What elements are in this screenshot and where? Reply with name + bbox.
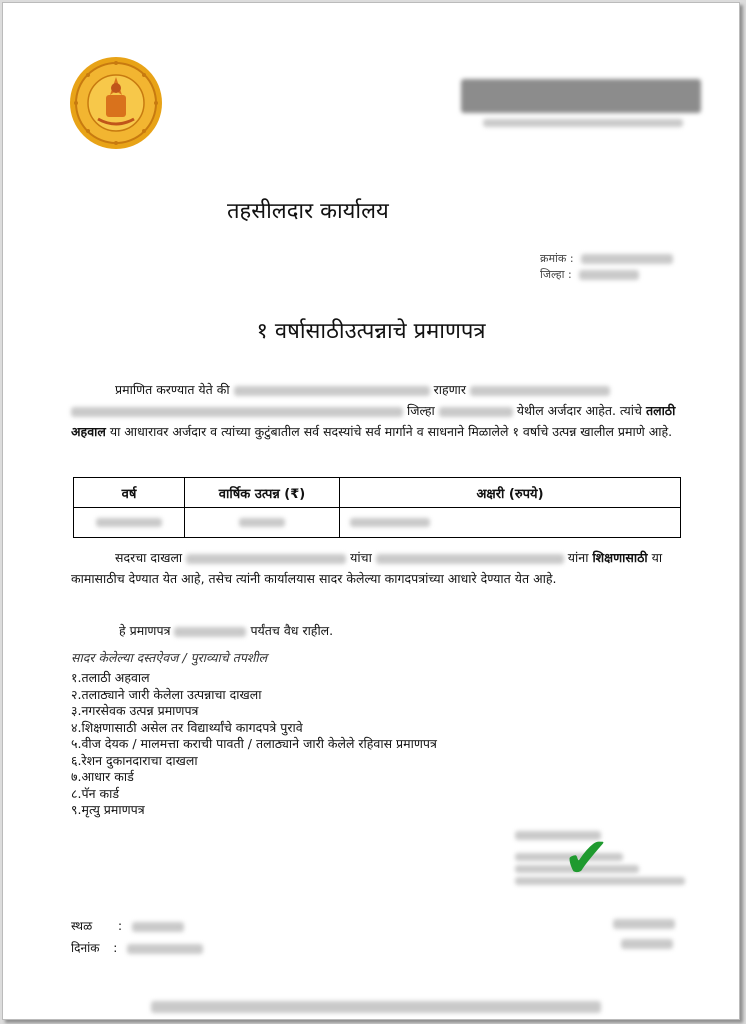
- ref-number-row: [540, 251, 673, 266]
- certificate-page: [2, 2, 740, 1020]
- validity-date-redacted: [174, 627, 246, 637]
- validity-paragraph: [71, 620, 681, 641]
- column-header-annual-income: वार्षिक उत्पन्न (₹): [185, 478, 340, 508]
- list-item: ५.वीज देयक / मालमत्ता कराची पावती / तलाठ्याने जारी केलेले रहिवास प्रमाणपत्र: [71, 736, 437, 751]
- place-label: स्थळ: [71, 919, 93, 933]
- district-name-redacted: [439, 407, 513, 417]
- office-title: तहसीलदार कार्यालय: [227, 199, 389, 224]
- documents-list: [71, 670, 437, 819]
- district-redacted: [579, 270, 639, 280]
- column-header-year: वर्ष: [74, 478, 185, 508]
- para1-residing: राहणार: [433, 382, 466, 397]
- list-item: ४.शिक्षणासाठी असेल तर विद्यार्थ्यांचे कागदपत्रे पुरावे: [71, 719, 303, 735]
- place-separator: :: [118, 919, 123, 933]
- purpose-paragraph: [71, 547, 681, 589]
- para2-intro: सदरचा दाखला: [115, 550, 183, 565]
- list-item: ६.रेशन दुकानदाराचा दाखला: [71, 752, 198, 768]
- income-cell-redacted: [185, 508, 340, 538]
- para3-intro: हे प्रमाणपत्र: [119, 623, 171, 638]
- certification-paragraph: [71, 379, 681, 442]
- place-value-redacted: [132, 922, 184, 932]
- table-header-row: [74, 478, 681, 508]
- table-row: [74, 508, 681, 538]
- purpose-bold: शिक्षणासाठी: [592, 550, 648, 565]
- officer-designation-redacted: [613, 919, 675, 929]
- para1-district: जिल्हा: [406, 403, 435, 418]
- district-label: जिल्हा :: [540, 268, 572, 281]
- date-separator: :: [113, 941, 118, 955]
- applicant-name-redacted-2: [186, 554, 346, 564]
- talathi-report-bold: तलाठी अहवाल: [71, 403, 676, 439]
- list-item: १.तलाठी अहवाल: [71, 670, 150, 685]
- para2-statement: या कामासाठीच देण्यात येत आहे, तसेच त्यांनी कार्यालयास सादर केलेल्या कागदपत्रांच्या आधारे देण्यात येत आहे.: [71, 550, 663, 586]
- column-header-in-words: अक्षरी (रुपये): [340, 478, 681, 508]
- list-item: ९.मृत्यु प्रमाणपत्र: [71, 802, 145, 817]
- list-item: ७.आधार कार्ड: [71, 769, 134, 784]
- place-row: [71, 917, 184, 934]
- income-table: [73, 477, 681, 538]
- date-label: दिनांक: [71, 941, 100, 955]
- list-item: २.तलाठ्याने जारी केलेला उत्पन्नाचा दाखला: [71, 686, 262, 702]
- beneficiary-name-redacted: [376, 554, 564, 564]
- date-row: [71, 939, 203, 956]
- ref-number-redacted: [581, 254, 673, 264]
- certificate-title: १ वर्षासाठीउत्पन्नाचे प्रमाणपत्र: [256, 319, 486, 344]
- date-value-redacted: [127, 944, 203, 954]
- barcode-caption-redacted: [483, 119, 683, 127]
- address-redacted-1: [470, 386, 610, 396]
- year-cell-redacted: [74, 508, 185, 538]
- officer-office-redacted: [621, 939, 673, 949]
- barcode-redacted: [461, 79, 701, 113]
- list-item: ८.पॅन कार्ड: [71, 785, 120, 801]
- list-item: ३.नगरसेवक उत्पन्न प्रमाणपत्र: [71, 703, 199, 718]
- applicant-name-redacted: [234, 386, 430, 396]
- para1-income-statement: या आधारावर अर्जदार व त्यांच्या कुटुंबातील सर्व सदस्यांचे सर्व मार्गाने व साधनाने मिळालेले १ वर्षाचे उत्पन्न खालील प्रमाणे आहे.: [109, 424, 673, 439]
- footer-redacted: [151, 1001, 601, 1013]
- para3-valid-until: पर्यंतच वैध राहील.: [250, 623, 334, 638]
- digital-signature-block: [515, 825, 695, 905]
- para1-intro: प्रमाणित करण्यात येते की: [115, 382, 230, 397]
- signature-valid-check-icon: ✔: [563, 826, 610, 891]
- para2-of: यांचा: [350, 550, 372, 565]
- words-cell-redacted: [340, 508, 681, 538]
- para2-to: यांना: [567, 550, 589, 565]
- government-seal-logo: [68, 55, 164, 151]
- documents-heading: सादर केलेल्या दस्तऐवज / पुराव्याचे तपशील: [71, 650, 268, 665]
- para1-applicant: येथील अर्जदार आहेत. त्यांचे: [516, 403, 642, 418]
- address-redacted-2: [71, 407, 403, 417]
- district-row: [540, 267, 639, 282]
- ref-number-label: क्रमांक :: [540, 252, 574, 265]
